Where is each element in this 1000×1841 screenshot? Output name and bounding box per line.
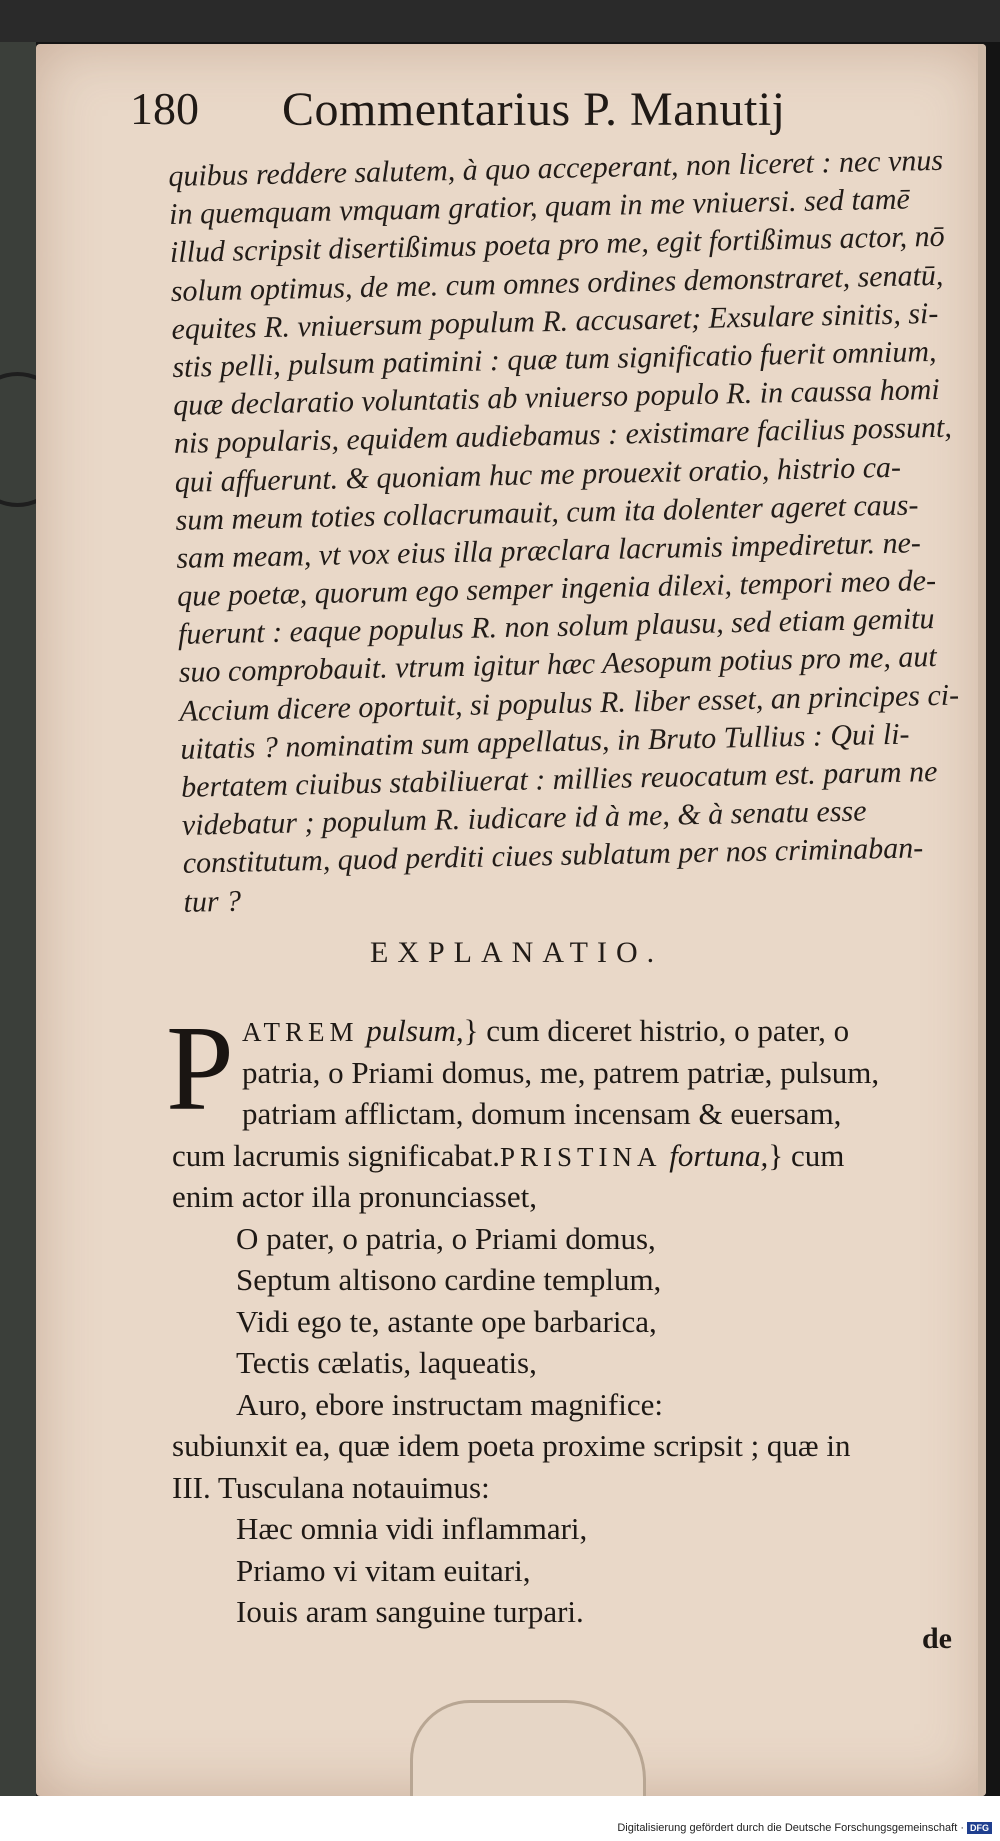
scan-top-border [0,0,1000,42]
quoted-text-line: videbatur ; populum R. iudicare id à me, & à senatu esse [181,794,867,843]
commentary-line: III. Tusculana notauimus: [172,1469,490,1505]
section-heading: EXPLANATIO. [370,936,664,969]
lemma: fortuna, [669,1137,769,1173]
quoted-text-line: sam meam, vt vox eius illa præclara lacrumis impediretur. ne- [176,526,922,575]
verse-line: Iouis aram sanguine turpari. [236,1594,584,1629]
dfg-logo: DFG [967,1822,992,1834]
verse-line: Vidi ego te, astante ope barbarica, [236,1303,657,1339]
quoted-text-line: quæ declaratio voluntatis ab vniuerso populo R. in caussa homi [172,373,941,423]
quoted-text-line: in quemquam vmquam gratior, quam in me vniuersi. sed tamē [168,182,911,232]
digitization-credit: Digitalisierung gefördert durch die Deutsche Forschungsgemeinschaft · DFG [617,1822,992,1834]
quoted-text-line: bertatem ciuibus stabiliuerat : millies reuocatum est. parum ne [180,755,938,804]
verse-line: Priamo vi vitam euitari, [236,1552,531,1588]
quoted-text-line: uitatis ? nominatim sum appellatus, in Bruto Tullius : Qui li- [180,717,910,766]
commentary-line: enim actor illa pronunciasset, [172,1179,537,1214]
verse-line: Hæc omnia vidi inflammari, [236,1511,588,1546]
quoted-text-line: sum meum toties collacrumauit, cum ita dolenter ageret caus- [175,488,919,537]
commentary-line: patriam afflictam, domum incensam & euersam, [242,1096,842,1131]
drop-cap: P [166,1001,234,1136]
commentary-block [166,1001,972,1633]
quoted-text-line: tur ? [183,884,242,919]
bookmark-tab [410,1700,646,1798]
catchword: de [922,1622,952,1655]
quoted-text-block [168,141,984,921]
page-edge [978,44,986,1796]
verse-line: Tectis cælatis, laqueatis, [236,1345,537,1380]
footer-strip [0,1796,1000,1841]
quoted-text-line: quibus reddere salutem, à quo acceperant, non liceret : nec vnus [168,143,944,193]
running-head: Commentarius P. Manutij [282,83,786,136]
quoted-text-line: qui affuerunt. & quoniam huc me prouexit oratio, histrio ca- [174,450,902,499]
quoted-text-line: fuerunt : eaque populus R. non solum plausu, sed etiam gemitu [177,602,935,652]
commentary-line: patria, o Priami domus, me, patrem patriæ, pulsum, [242,1054,880,1090]
quoted-text-line: nis popularis, equidem audiebamus : existimare facilius possunt, [173,410,953,461]
commentary-line: cum lacrumis significabat.PRISTINA fortuna,} cum [172,1137,845,1173]
verse-line: Septum altisono cardine templum, [236,1262,662,1297]
quoted-text-line: equites R. vniuersum populum R. accusaret; Exsulare sinitis, si- [171,296,939,346]
quoted-text-line: suo comprobauit. vtrum igitur hæc Aesopum potius pro me, aut [178,640,938,690]
verse-line: O pater, o patria, o Priami domus, [236,1220,656,1256]
commentary-line: ATREM pulsum,} cum diceret histrio, o pater, o [242,1013,850,1048]
quoted-text-line: Accium dicere oportuit, si populus R. liber esset, an principes ci- [179,678,960,728]
lemma: pulsum, [366,1013,464,1048]
quoted-text-line: que poetæ, quorum ego semper ingenia dilexi, tempori meo de- [176,564,937,613]
commentary-line: subiunxit ea, quæ idem poeta proxime scripsit ; quæ in [172,1428,851,1463]
verse-line: Auro, ebore instructam magnifice: [236,1386,663,1422]
page-number: 180 [130,83,199,134]
quoted-text-line: stis pelli, pulsum patimini : quæ tum significatio fuerit omnium, [172,334,937,384]
quoted-text-line: illud scripsit disertißimus poeta pro me, egit fortißimus actor, nō [169,220,945,270]
quoted-text-line: constitutum, quod perditi ciues sublatum per nos criminaban- [182,831,924,881]
book-binding [0,42,36,1812]
quoted-text-line: solum optimus, de me. cum omnes ordines demonstraret, senatū, [170,258,944,308]
